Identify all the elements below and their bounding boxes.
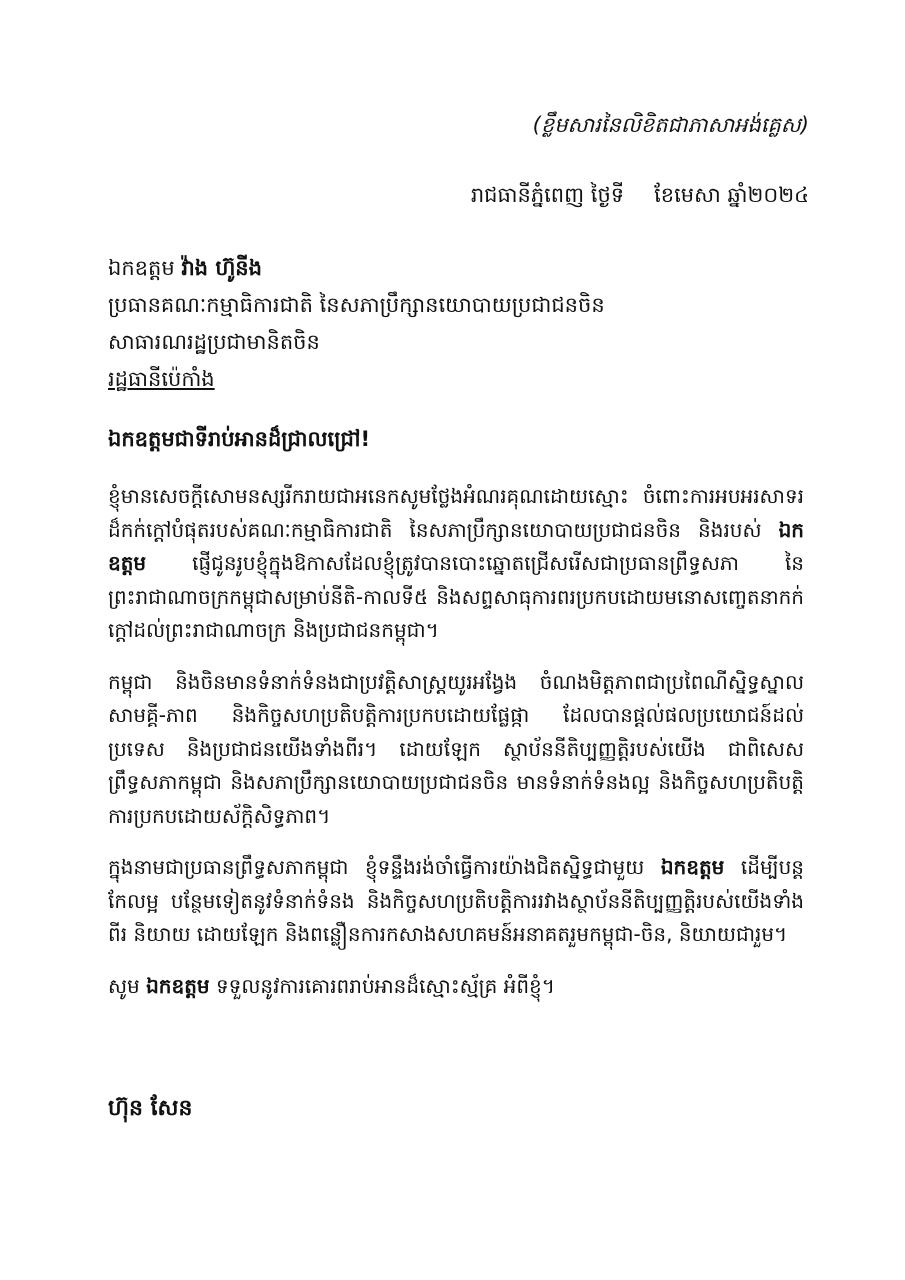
paragraph-3-text-b: ដើម្បីបន្តកែលម្អ បន្ថែមទៀតនូវទំនាក់ទំនង និងកិច្ចសហប្រតិបត្តិការរវាងស្ថាប័ននីតិប្បញ្ញត្តិរបស់យើងទាំងពីរ និយាយ ដោយឡែក និងពន្លឿនការកសាងសហគមន៍អនាគតរួមកម្ពុជា-ចិន, និយាយជារួម។: [108, 855, 804, 946]
paragraph-4-text-a: សូម: [108, 973, 147, 998]
paragraph-3: [108, 851, 804, 952]
paragraph-3-bold: ឯកឧត្តម: [660, 855, 725, 879]
paragraph-1-text-a: ខ្ញុំមានសេចក្តីសោមនស្សរីករាយជាអនេកសូមថ្លែងអំណរគុណដោយស្មោះ ចំពោះការអបអរសាទរដ៏កក់ក្តៅបំផុតរបស់គណៈកម្មាធិការជាតិ នៃសភាប្រឹក្សានយោបាយប្រជាជនចិន និងរបស់: [108, 484, 804, 542]
addressee-position: ប្រធានគណៈកម្មាធិការជាតិ នៃសភាប្រឹក្សានយោបាយប្រជាជនចិន: [108, 293, 605, 317]
addressee-name-line: [108, 250, 808, 287]
dateline-place-day: រាជធានីភ្នំពេញ ថ្ងៃទី: [470, 183, 625, 207]
paragraph-2: កម្ពុជា និងចិនមានទំនាក់ទំនងជាប្រវត្តិសាស្ត្រយូរអង្វែង ចំណងមិត្តភាពជាប្រពៃណីស្និទ្ធស្នាលសាមគ្គី-ភាព និងកិច្ចសហប្រតិបត្តិការប្រកបដោយផ្លែផ្កា ដែលបានផ្តល់ផលប្រយោជន៍ដល់ប្រទេស និងប្រជាជនយើងទាំងពីរ។ ដោយឡែក ស្ថាប័ននីតិប្បញ្ញត្តិរបស់យើង ជាពិសេស ព្រឹទ្ធសភាកម្ពុជា និងសភាប្រឹក្សានយោបាយប្រជាជនចិន មានទំនាក់ទំនងល្អ និងកិច្ចសហប្រតិបត្តិការប្រកបដោយស័ក្តិសិទ្ធភាព។: [108, 669, 804, 828]
addressee-city: រដ្ឋធានីប៉េកាំង: [108, 367, 215, 391]
addressee-block: [108, 250, 808, 398]
dateline-month-year: ខែមេសា ឆ្នាំ២០២៤: [654, 183, 809, 207]
addressee-country: សាធារណរដ្ឋប្រជាមានិតចិន: [108, 330, 320, 354]
paragraph-4-bold: ឯកឧត្តម: [146, 973, 210, 998]
addressee-name: វ៉ាង ហ៊ូនីង: [181, 256, 262, 280]
salutation: ឯកឧត្តមជាទីរាប់អានដ៏ជ្រាលជ្រៅ!: [108, 427, 371, 451]
paragraph-4-text-b: ទទួលនូវការគោរពរាប់អានដ៏ស្មោះស្ម័គ្រ អំពីខ្ញុំ។: [209, 973, 555, 998]
dateline: [471, 180, 809, 210]
addressee-title: ឯកឧត្តម: [108, 256, 175, 280]
paragraph-4: [108, 970, 804, 1004]
signature-name: ហ៊ុន សែន: [108, 1096, 193, 1121]
paragraph-3-text-a: ក្នុងនាមជាប្រធានព្រឹទ្ធសភាកម្ពុជា ខ្ញុំទន្ទឹងរង់ចាំធ្វើការយ៉ាងជិតស្និទ្ធជាមួយ: [108, 855, 661, 879]
paragraph-1: [108, 480, 804, 648]
paragraph-1-text-b: ផ្ញើជូនរូបខ្ញុំក្នុងឱកាសដែលខ្ញុំត្រូវបានបោះឆ្នោតជ្រើសរើសជាប្រធានព្រឹទ្ធសភា នៃព្រះរាជាណាចក្រកម្ពុជាសម្រាប់នីតិ-កាលទី៥ និងសព្ទសាធុការពរប្រកបដោយមនោសញ្ចេតនាកក់ក្តៅដល់ព្រះរាជាណាចក្រ និងប្រជាជនកម្ពុជា។: [108, 551, 804, 642]
translation-note: (ខ្លឹមសារនៃលិខិតជាភាសាអង់គ្លេស): [532, 113, 809, 137]
paragraph-1-bold: ឯកឧត្តម: [108, 517, 804, 575]
letter-body: [108, 480, 804, 1021]
